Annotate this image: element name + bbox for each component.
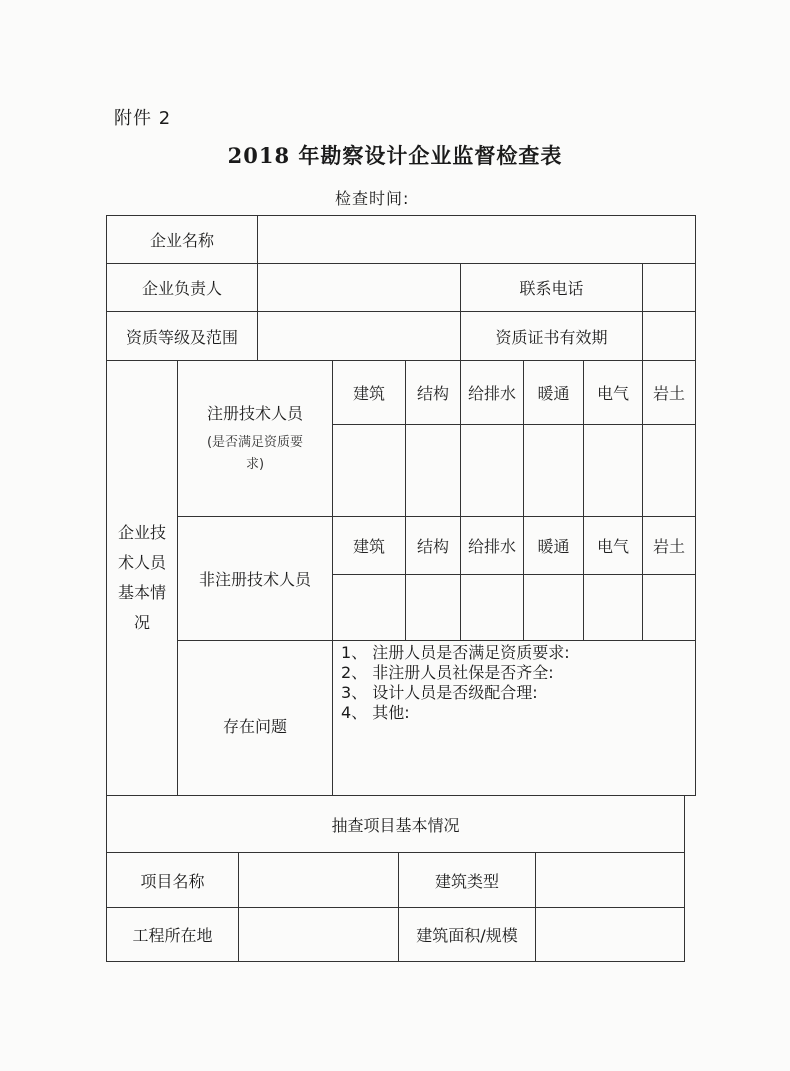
project-name-label: 项目名称 bbox=[107, 853, 239, 908]
unregistered-count-field[interactable] bbox=[461, 575, 524, 641]
registered-count-field[interactable] bbox=[333, 425, 406, 517]
issues-field[interactable] bbox=[333, 641, 696, 796]
registered-count-field[interactable] bbox=[406, 425, 461, 517]
discipline-header: 结构 bbox=[406, 517, 461, 575]
registered-staff-note: (是否满足资质要 bbox=[206, 435, 304, 450]
company-leader-field[interactable] bbox=[258, 264, 461, 312]
form-title: 2018 年勘察设计企业监督检查表 bbox=[227, 143, 563, 168]
certificate-validity-field[interactable] bbox=[643, 312, 696, 361]
unregistered-staff-label: 非注册技术人员 bbox=[178, 517, 333, 641]
discipline-header: 电气 bbox=[584, 361, 643, 425]
company-name-label: 企业名称 bbox=[107, 216, 258, 264]
discipline-header: 电气 bbox=[584, 517, 643, 575]
discipline-header: 给排水 bbox=[461, 517, 524, 575]
building-area-label: 建筑面积/规模 bbox=[399, 908, 536, 962]
project-name-field[interactable] bbox=[239, 853, 399, 908]
company-leader-label: 企业负责人 bbox=[107, 264, 258, 312]
issue-item: 4、 其他: bbox=[341, 703, 410, 722]
project-table bbox=[106, 795, 685, 962]
registered-count-field[interactable] bbox=[461, 425, 524, 517]
registered-count-field[interactable] bbox=[643, 425, 696, 517]
discipline-header: 暖通 bbox=[524, 361, 584, 425]
technical-staff-section-label: 企业技 术人员 基本情 况 bbox=[107, 361, 178, 796]
building-type-label: 建筑类型 bbox=[399, 853, 536, 908]
discipline-header: 建筑 bbox=[333, 361, 406, 425]
issues-label: 存在问题 bbox=[178, 641, 333, 796]
issue-item: 3、 设计人员是否级配合理: bbox=[341, 683, 538, 702]
project-location-label: 工程所在地 bbox=[107, 908, 239, 962]
unregistered-count-field[interactable] bbox=[406, 575, 461, 641]
certificate-validity-label: 资质证书有效期 bbox=[461, 312, 643, 361]
discipline-header: 结构 bbox=[406, 361, 461, 425]
building-type-field[interactable] bbox=[536, 853, 685, 908]
company-name-field[interactable] bbox=[258, 216, 696, 264]
unregistered-count-field[interactable] bbox=[584, 575, 643, 641]
project-section-title: 抽查项目基本情况 bbox=[107, 796, 685, 853]
issue-item: 1、 注册人员是否满足资质要求: bbox=[341, 643, 570, 662]
discipline-header: 给排水 bbox=[461, 361, 524, 425]
phone-label: 联系电话 bbox=[461, 264, 643, 312]
registered-staff-label: 注册技术人员 (是否满足资质要 求) bbox=[178, 361, 333, 517]
discipline-header: 岩土 bbox=[643, 517, 696, 575]
issue-item: 2、 非注册人员社保是否齐全: bbox=[341, 663, 554, 682]
attachment-label: 附件 2 bbox=[114, 108, 172, 129]
discipline-header: 岩土 bbox=[643, 361, 696, 425]
phone-field[interactable] bbox=[643, 264, 696, 312]
unregistered-count-field[interactable] bbox=[333, 575, 406, 641]
registered-count-field[interactable] bbox=[524, 425, 584, 517]
inspection-time-label: 检查时间: bbox=[335, 189, 410, 208]
qualification-field[interactable] bbox=[258, 312, 461, 361]
unregistered-count-field[interactable] bbox=[524, 575, 584, 641]
discipline-header: 暖通 bbox=[524, 517, 584, 575]
project-location-field[interactable] bbox=[239, 908, 399, 962]
inspection-form-table bbox=[106, 215, 696, 796]
registered-count-field[interactable] bbox=[584, 425, 643, 517]
building-area-field[interactable] bbox=[536, 908, 685, 962]
discipline-header: 建筑 bbox=[333, 517, 406, 575]
unregistered-count-field[interactable] bbox=[643, 575, 696, 641]
qualification-label: 资质等级及范围 bbox=[107, 312, 258, 361]
